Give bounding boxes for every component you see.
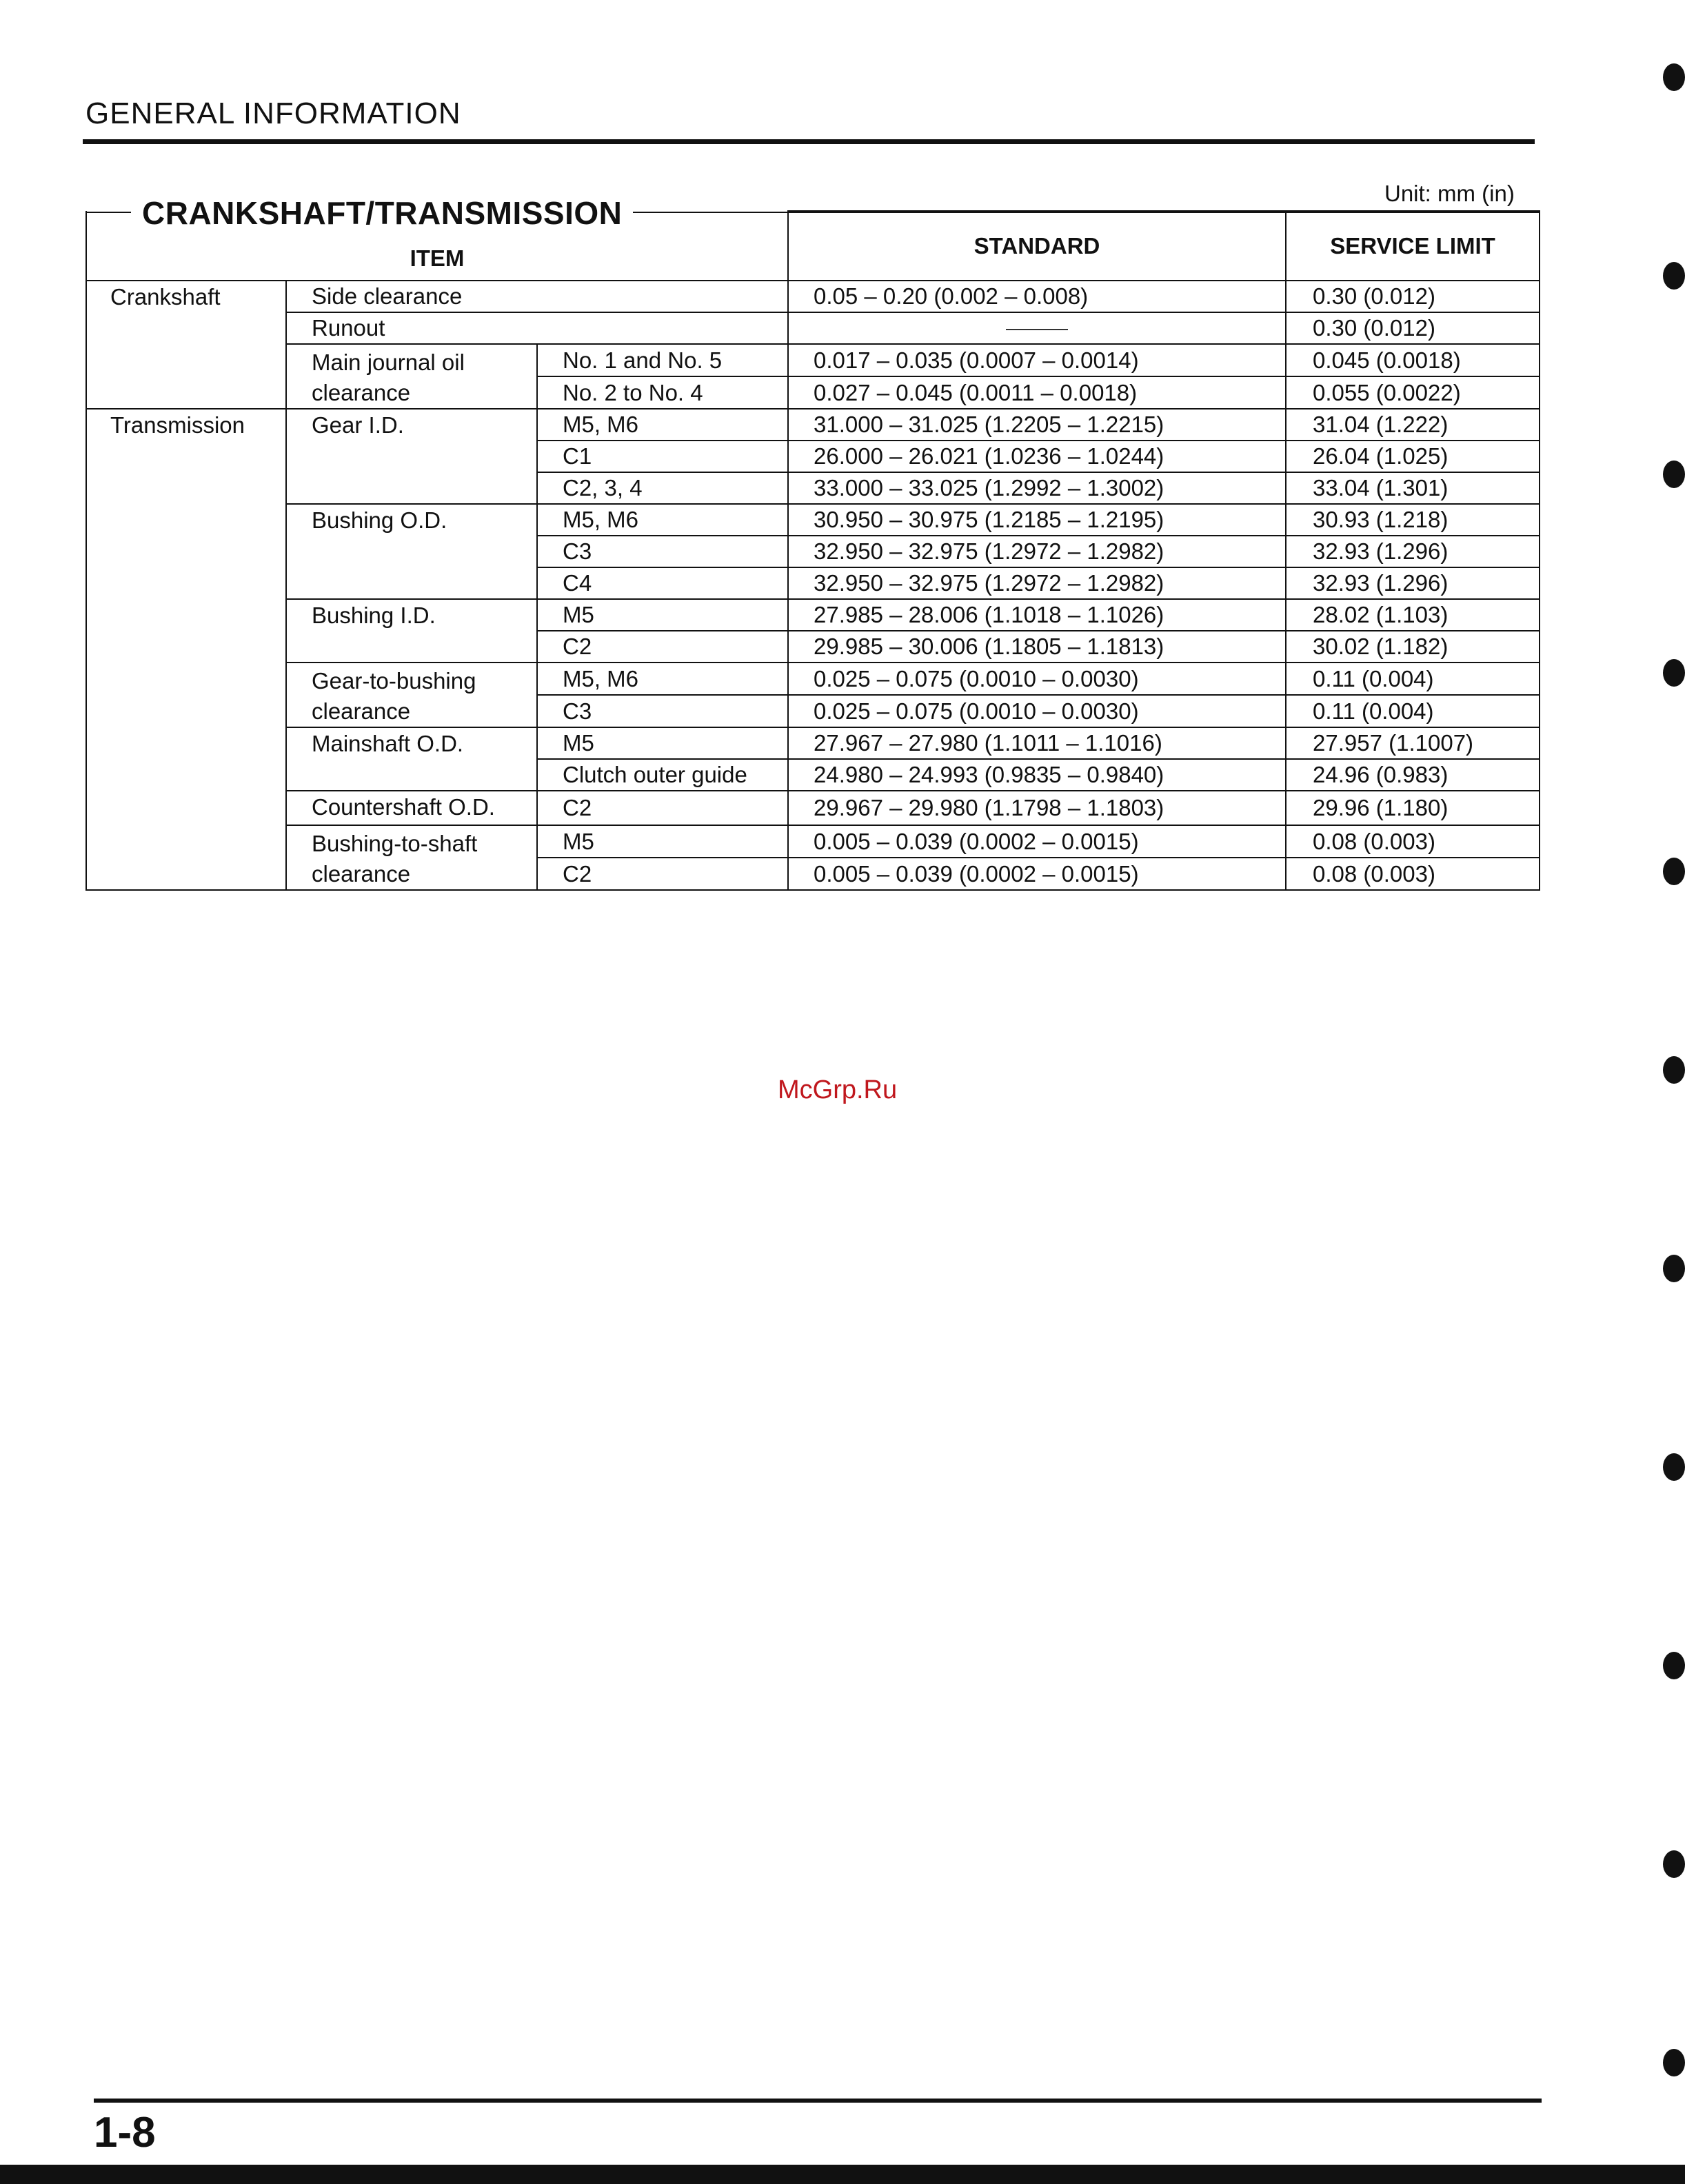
binding-hole-dot (1663, 461, 1685, 488)
binding-hole-dot (1663, 1850, 1685, 1878)
column-header-service-limit: SERVICE LIMIT (1286, 211, 1540, 281)
standard-value: 0.005 – 0.039 (0.0002 – 0.0015) (788, 825, 1286, 858)
group-crankshaft: Crankshaft (86, 281, 286, 409)
scan-edge-bar (0, 2165, 1685, 2184)
dash-mark (1006, 329, 1068, 330)
limit-value: 0.045 (0.0018) (1286, 344, 1540, 376)
sub-item: C4 (537, 567, 788, 599)
table-row (86, 663, 1540, 695)
sub-item: C2 (537, 858, 788, 890)
sub-item: M5, M6 (537, 504, 788, 536)
limit-value: 31.04 (1.222) (1286, 409, 1540, 441)
limit-value: 33.04 (1.301) (1286, 472, 1540, 504)
binding-hole-dot (1663, 1453, 1685, 1481)
item-runout: Runout (286, 312, 788, 344)
table-row (86, 791, 1540, 825)
table-row (86, 344, 1540, 376)
limit-value: 26.04 (1.025) (1286, 441, 1540, 472)
table-row (86, 504, 1540, 536)
binding-hole-dot (1663, 262, 1685, 290)
table-row (86, 281, 1540, 312)
table-row (86, 599, 1540, 631)
standard-value: 0.017 – 0.035 (0.0007 – 0.0014) (788, 344, 1286, 376)
standard-value: 0.005 – 0.039 (0.0002 – 0.0015) (788, 858, 1286, 890)
limit-value: 0.055 (0.0022) (1286, 376, 1540, 409)
standard-value: 0.027 – 0.045 (0.0011 – 0.0018) (788, 376, 1286, 409)
sub-item: No. 2 to No. 4 (537, 376, 788, 409)
limit-value: 0.11 (0.004) (1286, 695, 1540, 727)
standard-value: 27.985 – 28.006 (1.1018 – 1.1026) (788, 599, 1286, 631)
binding-hole-dot (1663, 1255, 1685, 1282)
binding-hole-dot (1663, 1056, 1685, 1084)
item-gear-to-bushing-clearance: Gear-to-bushing clearance (286, 663, 537, 727)
standard-value: 32.950 – 32.975 (1.2972 – 1.2982) (788, 536, 1286, 567)
limit-value: 0.11 (0.004) (1286, 663, 1540, 695)
limit-value: 28.02 (1.103) (1286, 599, 1540, 631)
sub-item: C3 (537, 536, 788, 567)
limit-value: 0.08 (0.003) (1286, 825, 1540, 858)
item-bushing-to-shaft-clearance: Bushing-to-shaft clearance (286, 825, 537, 890)
standard-value: 24.980 – 24.993 (0.9835 – 0.9840) (788, 759, 1286, 791)
item-mainshaft-od: Mainshaft O.D. (286, 727, 537, 791)
standard-value: 32.950 – 32.975 (1.2972 – 1.2982) (788, 567, 1286, 599)
item-countershaft-od: Countershaft O.D. (286, 791, 537, 825)
page-header-title: GENERAL INFORMATION (85, 97, 461, 130)
header-rule (83, 139, 1535, 144)
binding-hole-dot (1663, 858, 1685, 885)
group-transmission: Transmission (86, 409, 286, 890)
standard-value: 0.025 – 0.075 (0.0010 – 0.0030) (788, 663, 1286, 695)
column-header-item: ITEM (86, 211, 788, 281)
sub-item: C2 (537, 631, 788, 663)
standard-value: 31.000 – 31.025 (1.2205 – 1.2215) (788, 409, 1286, 441)
standard-value: 26.000 – 26.021 (1.0236 – 1.0244) (788, 441, 1286, 472)
binding-hole-dot (1663, 63, 1685, 91)
column-header-standard: STANDARD (788, 211, 1286, 281)
binding-hole-dot (1663, 1652, 1685, 1679)
limit-value: 32.93 (1.296) (1286, 567, 1540, 599)
standard-value: 0.025 – 0.075 (0.0010 – 0.0030) (788, 695, 1286, 727)
watermark: McGrp.Ru (778, 1075, 898, 1104)
sub-item: M5 (537, 599, 788, 631)
sub-item: C1 (537, 441, 788, 472)
item-bushing-od: Bushing O.D. (286, 504, 537, 599)
item-bushing-id: Bushing I.D. (286, 599, 537, 663)
binding-hole-dot (1663, 2049, 1685, 2076)
sub-item: C2, 3, 4 (537, 472, 788, 504)
limit-value: 27.957 (1.1007) (1286, 727, 1540, 759)
sub-item: No. 1 and No. 5 (537, 344, 788, 376)
section-title: CRANKSHAFT/TRANSMISSION (131, 194, 633, 232)
table-row (86, 727, 1540, 759)
standard-value-none (788, 312, 1286, 344)
standard-value: 27.967 – 27.980 (1.1011 – 1.1016) (788, 727, 1286, 759)
sub-item: M5, M6 (537, 663, 788, 695)
sub-item: M5 (537, 727, 788, 759)
limit-value: 0.30 (0.012) (1286, 281, 1540, 312)
limit-value: 0.30 (0.012) (1286, 312, 1540, 344)
standard-value: 29.967 – 29.980 (1.1798 – 1.1803) (788, 791, 1286, 825)
sub-item: C3 (537, 695, 788, 727)
item-side-clearance: Side clearance (286, 281, 788, 312)
table-row (86, 825, 1540, 858)
standard-value: 29.985 – 30.006 (1.1805 – 1.1813) (788, 631, 1286, 663)
standard-value: 0.05 – 0.20 (0.002 – 0.008) (788, 281, 1286, 312)
binding-hole-dot (1663, 659, 1685, 687)
sub-item: M5, M6 (537, 409, 788, 441)
limit-value: 30.93 (1.218) (1286, 504, 1540, 536)
footer-rule (94, 2099, 1542, 2103)
item-gear-id: Gear I.D. (286, 409, 537, 504)
limit-value: 29.96 (1.180) (1286, 791, 1540, 825)
unit-label: Unit: mm (in) (1384, 181, 1515, 206)
spec-table (85, 210, 1540, 891)
standard-value: 30.950 – 30.975 (1.2185 – 1.2195) (788, 504, 1286, 536)
table-row (86, 312, 1540, 344)
limit-value: 0.08 (0.003) (1286, 858, 1540, 890)
item-main-journal-oil-clearance: Main journal oil clearance (286, 344, 537, 409)
standard-value: 33.000 – 33.025 (1.2992 – 1.3002) (788, 472, 1286, 504)
limit-value: 30.02 (1.182) (1286, 631, 1540, 663)
page-number: 1-8 (94, 2109, 156, 2156)
limit-value: 32.93 (1.296) (1286, 536, 1540, 567)
sub-item: M5 (537, 825, 788, 858)
sub-item: C2 (537, 791, 788, 825)
sub-item: Clutch outer guide (537, 759, 788, 791)
table-row (86, 409, 1540, 441)
limit-value: 24.96 (0.983) (1286, 759, 1540, 791)
